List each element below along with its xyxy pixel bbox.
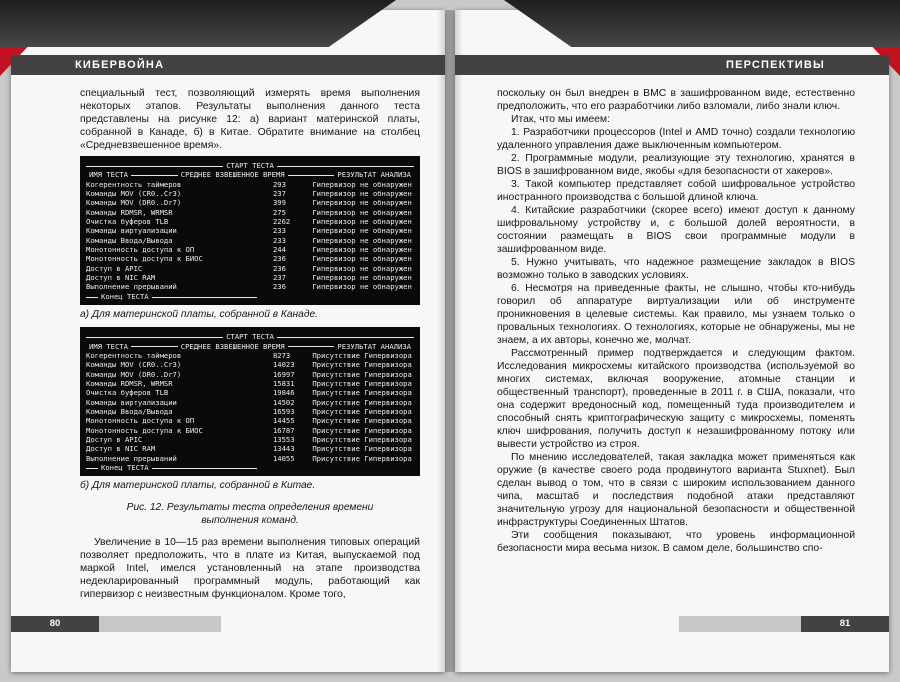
caption-china: б) Для материнской платы, собранной в Китае. xyxy=(80,480,316,492)
caption-canada: а) Для материнской платы, собранной в Канаде. xyxy=(80,309,318,321)
terminal-row: Команды Ввода/Вывода 16593 Присутствие Гипервизора xyxy=(86,406,412,416)
paragraph: Увеличение в 10—15 раз времени выполнения типовых операций позволяет предположить, что в плате из Китая, выпускаемой под маркой Intel, имелся установленный на этапе производства недекларированный программный модуль, работающий как гипервизор с неизвестным функционалом. Кроме того, xyxy=(80,537,420,601)
terminal-column-headers xyxy=(86,342,414,351)
paragraph: Эти сообщения показывают, что уровень информационной безопасности мира весьма низок. В самом деле, большинство спо- xyxy=(497,530,855,554)
terminal-row: Когерентность таймеров 293 Гипервизор не обнаружен xyxy=(86,179,412,189)
terminal-row: Команды виртуализации 233 Гипервизор не обнаружен xyxy=(86,226,412,236)
paragraph: Рассмотренный пример подтверждается и следующим фактом. Исследования микросхемы китайского производства (используемой во многих системах, включая вооружение, атомные станции и общественный транспорт), проведенные в 2011 г. в США, показали, что она содержит вредоносный код, помещенный туда производителем и способный снять криптографическую защиту с микросхемы, поменять ключ шифрования, получить доступ к незашифрованному потоку или вывести устройство из строя. xyxy=(497,348,855,450)
terminal-row: Доступ в NIC RAM 237 Гипервизор не обнаружен xyxy=(86,273,412,283)
terminal-row: Выполнение прерываний 236 Гипервизор не обнаружен xyxy=(86,282,412,292)
terminal-row: Доступ в NIC RAM 13443 Присутствие Гипервизора xyxy=(86,444,412,454)
paragraph: 1. Разработчики процессоров (Intel и AMD точно) создали технологию удаленного управления даже выключенным компьютером. xyxy=(497,127,855,151)
terminal-col-time-header: СРЕДНЕЕ ВЗВЕШЕННОЕ ВРЕМЯ xyxy=(178,170,288,179)
paragraph: 6. Несмотря на приведенные факты, не слышно, чтобы кто-нибудь говорил об аппаратуре виртуализации или об инструменте проникновения в целевые системы. Как правило, мы узнаем только о провальных технологиях. О технологиях, которые не обнаружены, мы не знаем, а их авторы, конечно же, молчат. xyxy=(497,283,855,346)
terminal-row: Команды MOV (DR0..Dr7) 399 Гипервизор не обнаружен xyxy=(86,198,412,208)
terminal-row: Очистка буферов TLB 19846 Присутствие Гипервизора xyxy=(86,388,412,398)
paragraph: 2. Программные модули, реализующие эту технологию, хранятся в BIOS в зашифрованном виде, якобы «для безопасности от хакеров». xyxy=(497,153,855,177)
page-number-right: 81 xyxy=(801,616,889,632)
terminal-start-line xyxy=(86,161,414,170)
terminal-row: Когерентность таймеров 8273 Присутствие Гипервизора xyxy=(86,350,412,360)
left-page-text-column xyxy=(80,87,420,601)
terminal-row: Выполнение прерываний 14055 Присутствие Гипервизора xyxy=(86,453,412,463)
figure-caption: Рис. 12. Результаты теста определения времени выполнения команд. xyxy=(126,502,374,527)
paragraph: специальный тест, позволяющий измерять время выполнения некоторых этапов. Результаты выполнения данного теста представлены на рисунке 12: а) вариант материнской платы, собранной в Канаде, б) в Китае. Обратите внимание на столбец «Средневзвешенное время». xyxy=(80,88,420,151)
page-number-left: 80 xyxy=(11,616,99,632)
terminal-end-line xyxy=(86,463,414,472)
terminal-row: Очистка буферов TLB 2262 Гипервизор не обнаружен xyxy=(86,217,412,227)
dark-corner-ribbon-left xyxy=(0,0,396,47)
running-head-left xyxy=(11,55,445,75)
terminal-row: Команды RDMSR, WRMSR 275 Гипервизор не обнаружен xyxy=(86,207,412,217)
terminal-end-label: Конец ТЕСТА xyxy=(98,463,152,472)
terminal-screenshot-china xyxy=(80,327,420,476)
terminal-row: Монотонность доступа к ОП 14455 Присутствие Гипервизора xyxy=(86,416,412,426)
terminal-col-result-header: РЕЗУЛЬТАТ АНАЛИЗА xyxy=(334,170,414,179)
terminal-row: Команды MOV (DR0..Dr7) 16997 Присутствие Гипервизора xyxy=(86,369,412,379)
terminal-col-name-header: ИМЯ ТЕСТА xyxy=(86,342,131,351)
terminal-row: Доступ в APIC 236 Гипервизор не обнаружен xyxy=(86,263,412,273)
running-head-right xyxy=(455,55,889,75)
paragraph: Итак, что мы имеем: xyxy=(511,114,610,125)
right-page-text-column xyxy=(497,87,855,555)
terminal-end-line xyxy=(86,292,414,301)
running-head-left-label: КИБЕРВОЙНА xyxy=(75,59,165,71)
terminal-end-label: Конец ТЕСТА xyxy=(98,292,152,301)
terminal-row: Команды MOV (CR0..Cr3) 14023 Присутствие Гипервизора xyxy=(86,360,412,370)
terminal-screenshot-canada xyxy=(80,156,420,305)
terminal-start-line xyxy=(86,332,414,341)
dark-corner-ribbon-right xyxy=(504,0,900,47)
terminal-col-name-header: ИМЯ ТЕСТА xyxy=(86,170,131,179)
paragraph: поскольку он был внедрен в ВМС в зашифрованном виде, естественно предположить, что его разработчики либо взломали, либо знали ключ. xyxy=(497,88,855,112)
terminal-row: Монотонность доступа к БИОС 236 Гипервизор не обнаружен xyxy=(86,254,412,264)
terminal-row: Команды Ввода/Вывода 233 Гипервизор не обнаружен xyxy=(86,235,412,245)
paragraph: 5. Нужно учитывать, что надежное размещение закладок в BIOS возможно только в заводских условиях. xyxy=(497,257,855,281)
page-number-tail-left xyxy=(99,616,221,632)
terminal-row: Команды MOV (CR0..Cr3) 237 Гипервизор не обнаружен xyxy=(86,189,412,199)
terminal-row: Доступ в APIC 13553 Присутствие Гипервизора xyxy=(86,434,412,444)
terminal-row: Команды виртуализации 14502 Присутствие Гипервизора xyxy=(86,397,412,407)
terminal-col-result-header: РЕЗУЛЬТАТ АНАЛИЗА xyxy=(334,342,414,351)
terminal-row: Монотонность доступа к ОП 244 Гипервизор не обнаружен xyxy=(86,245,412,255)
terminal-start-label: СТАРТ ТЕСТА xyxy=(223,161,277,170)
terminal-row: Монотонность доступа к БИОС 16787 Присутствие Гипервизора xyxy=(86,425,412,435)
running-head-right-label: ПЕРСПЕКТИВЫ xyxy=(725,59,825,71)
paragraph: 3. Такой компьютер представляет собой шифровальное устройство иностранного производства с большой длиной ключа. xyxy=(497,179,855,203)
page-number-tail-right xyxy=(679,616,801,632)
terminal-start-label: СТАРТ ТЕСТА xyxy=(223,332,277,341)
terminal-col-time-header: СРЕДНЕЕ ВЗВЕШЕННОЕ ВРЕМЯ xyxy=(178,342,288,351)
terminal-row: Команды RDMSR, WRMSR 15831 Присутствие Гипервизора xyxy=(86,378,412,388)
terminal-column-headers xyxy=(86,170,414,179)
paragraph: По мнению исследователей, такая закладка может применяться как оружие (в качестве своего рода продвинутого варианта Stuxnet). Был сделан вывод о том, что в связи с широким использованием данного чипа, масштаб и последствия подобной атаки представляют значительную угрозу для национальной безопасности и общественной инфраструктуры Соединенных Штатов. xyxy=(497,452,855,528)
paragraph: 4. Китайские разработчики (скорее всего) имеют доступ к данному шифровальному устройству и, с большой долей вероятности, в состоянии размещать в BIOS свои программные модули в зашифрованном виде. xyxy=(497,205,855,255)
